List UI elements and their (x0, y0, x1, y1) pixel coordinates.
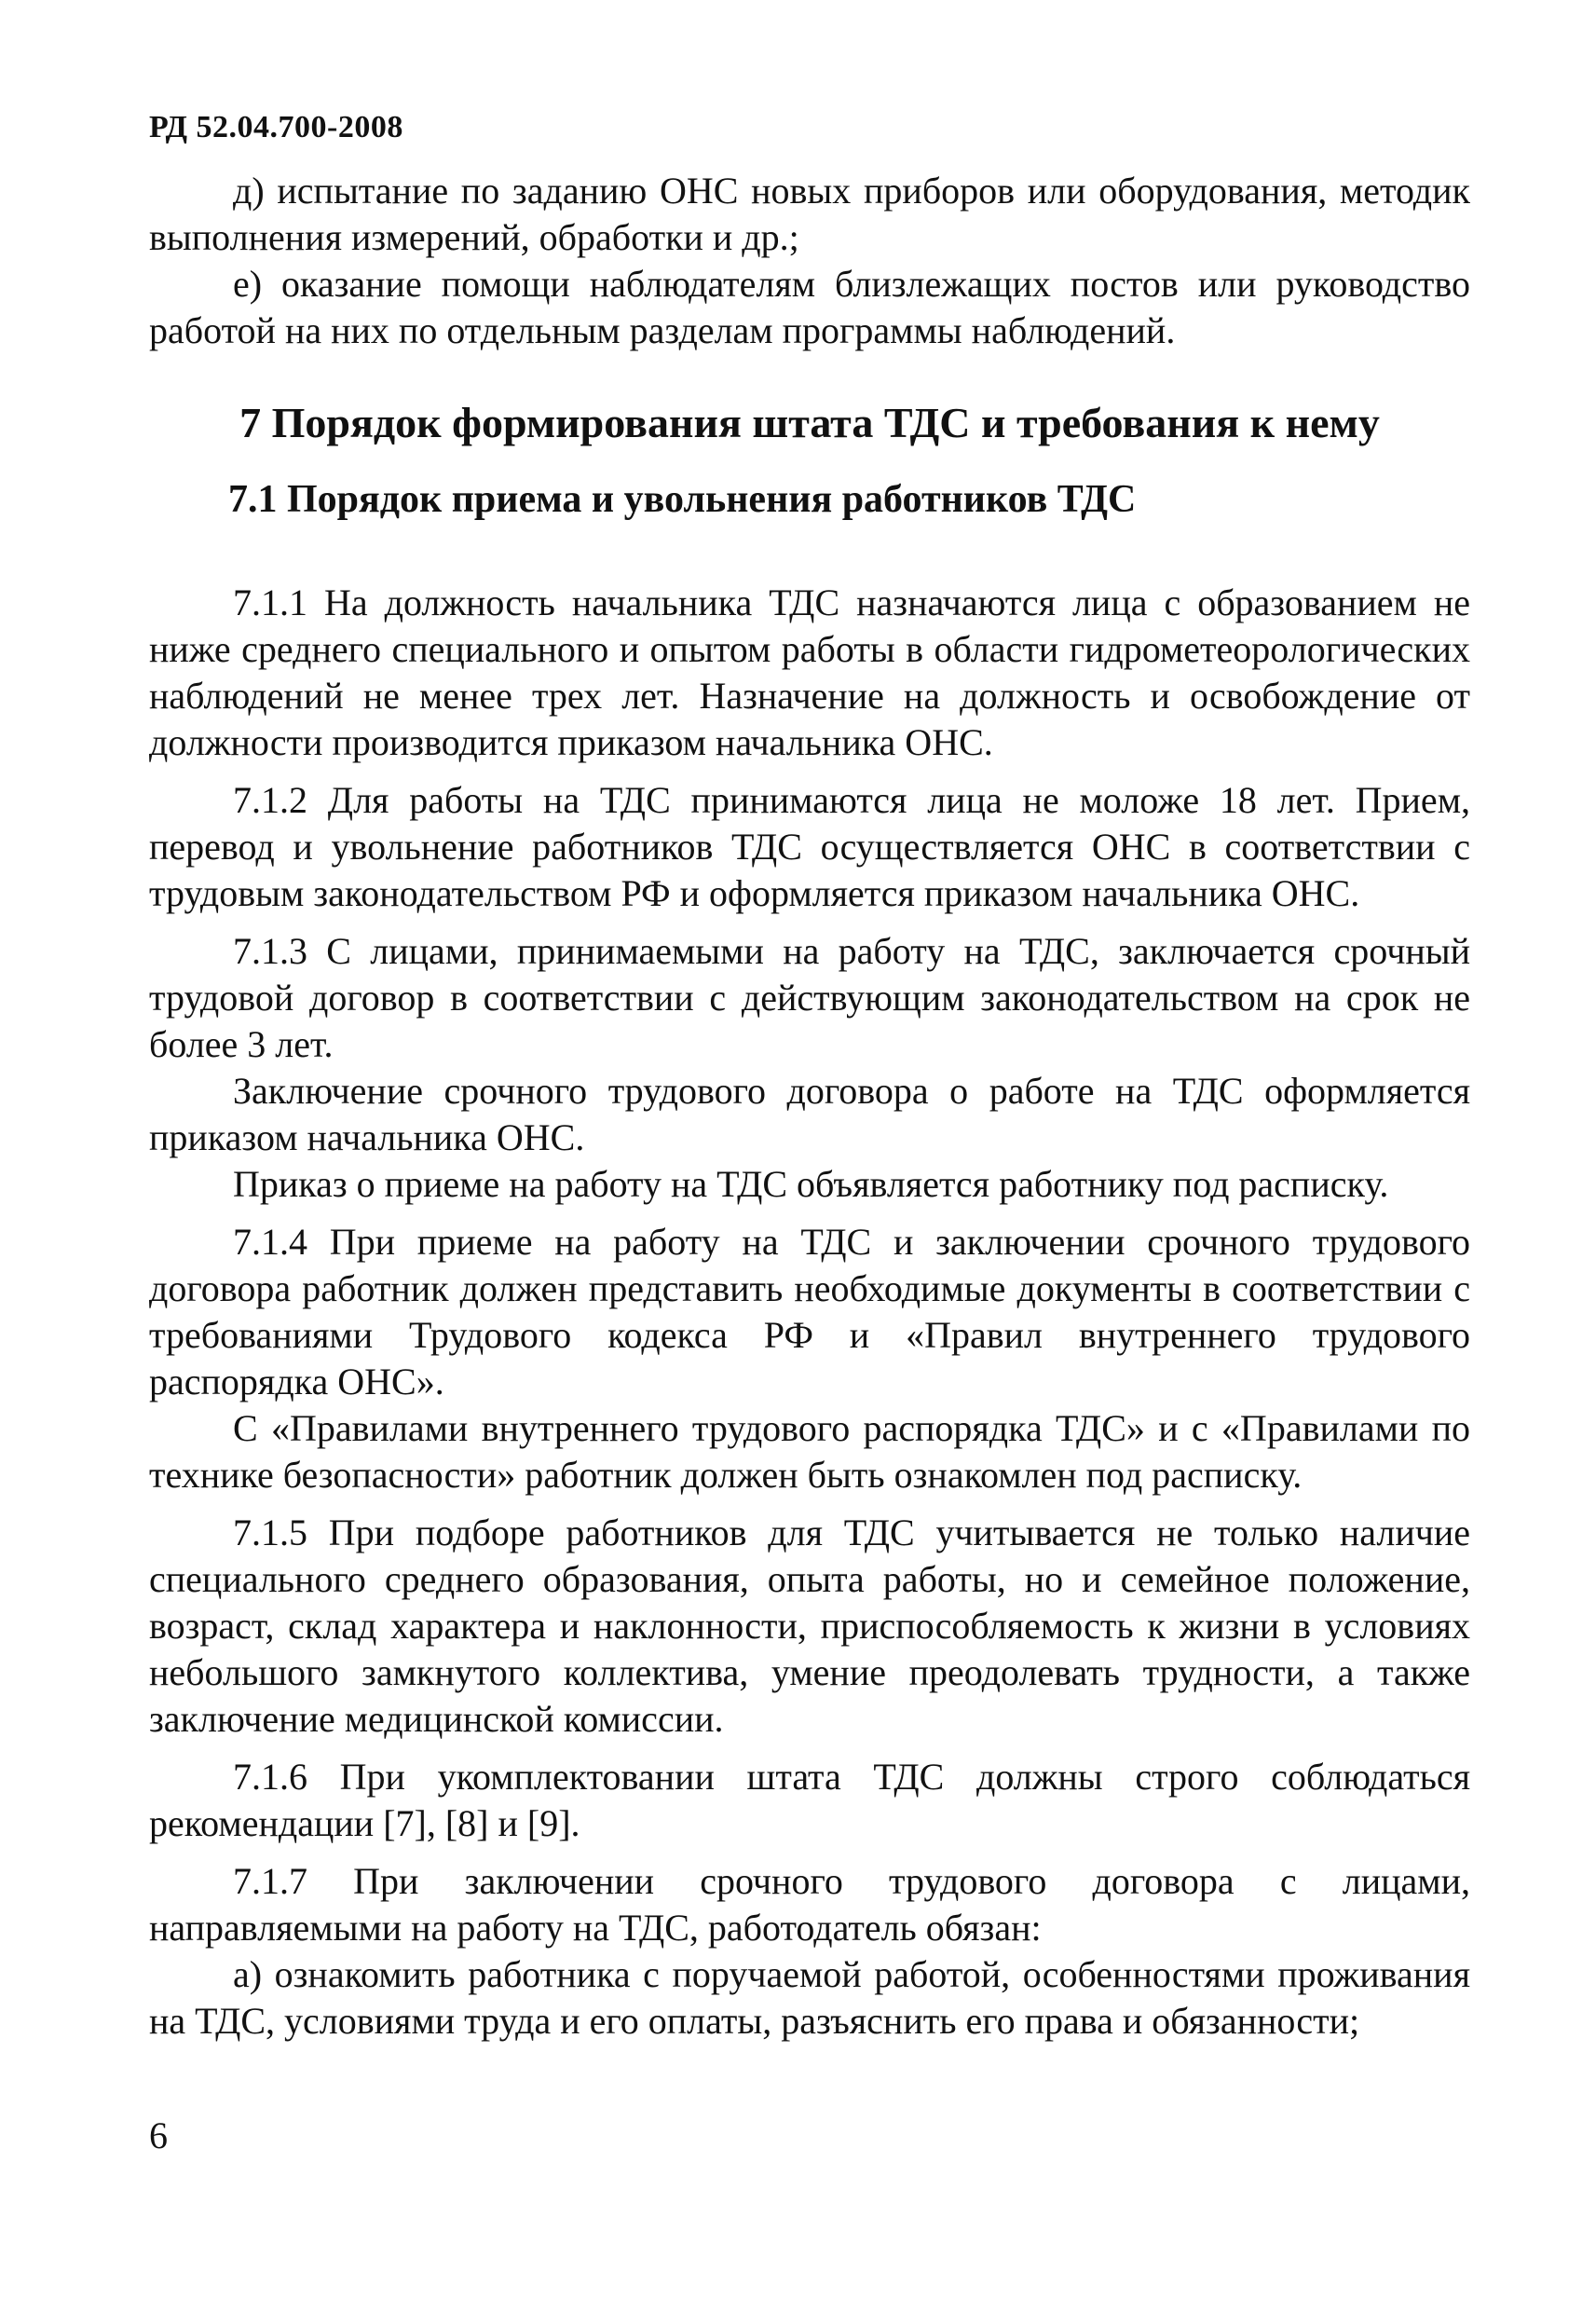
clause-7-1-3-paragraph-2: Заключение срочного трудового договора о работе на ТДС оформляется приказом начальника ОНС. (149, 1070, 1470, 1158)
section-heading: 7 Порядок формирования штата ТДС и требования к нему (239, 399, 1380, 446)
clause-7-1-3-paragraph-3: Приказ о приеме на работу на ТДС объявляется работнику под расписку. (233, 1163, 1389, 1205)
document-code: РД 52.04.700-2008 (149, 110, 403, 144)
clause-7-1-2: 7.1.2 Для работы на ТДС принимаются лица не моложе 18 лет. Прием, перевод и увольнение работников ТДС осуществляется ОНС в соответствии с трудовым законодательством РФ и оформляется приказом начальника ОНС. (149, 779, 1470, 914)
clause-7-1-3: 7.1.3 С лицами, принимаемыми на работу на ТДС, заключается срочный трудовой договор в соответствии с действующим законодательством на срок не более 3 лет. (149, 930, 1470, 1065)
clause-7-1-4-paragraph-2: С «Правилами внутреннего трудового распорядка ТДС» и с «Правилами по технике безопасности» работник должен быть ознакомлен под расписку. (149, 1407, 1470, 1496)
clause-7-1-7-item-a: а) ознакомить работника с поручаемой работой, особенностями проживания на ТДС, условиями труда и его оплаты, разъяснить его права и обязанности; (149, 1953, 1470, 2042)
page-number: 6 (149, 2114, 168, 2156)
subsection-heading: 7.1 Порядок приема и увольнения работников ТДС (228, 478, 1137, 521)
paragraph-item-d: д) испытание по заданию ОНС новых приборов или оборудования, методик выполнения измерений, обработки и др.; (149, 170, 1470, 258)
clause-7-1-1: 7.1.1 На должность начальника ТДС назначаются лица с образованием не ниже среднего специального и опытом работы в области гидрометеорологических наблюдений не менее трех лет. Назначение на должность и освобождение от должности производится приказом начальника ОНС. (149, 581, 1470, 763)
clause-7-1-4: 7.1.4 При приеме на работу на ТДС и заключении срочного трудового договора работник должен представить необходимые документы в соответствии с требованиями Трудового кодекса РФ и «Правил внутреннего трудового распорядка ОНС». (149, 1221, 1470, 1402)
clause-7-1-5: 7.1.5 При подборе работников для ТДС учитывается не только наличие специального среднего образования, опыта работы, но и семейное положение, возраст, склад характера и наклонности, приспособляемость к жизни в условиях небольшого замкнутого коллектива, умение преодолевать трудности, а также заключение медицинской комиссии. (149, 1512, 1470, 1740)
clause-7-1-6: 7.1.6 При укомплектовании штата ТДС должны строго соблюдаться рекомендации [7], [8] и [9]. (149, 1756, 1470, 1844)
page-content (149, 168, 1470, 2045)
clause-7-1-7: 7.1.7 При заключении срочного трудового договора с лицами, направляемыми на работу на ТДС, работодатель обязан: (149, 1860, 1470, 1949)
paragraph-item-e: е) оказание помощи наблюдателям близлежащих постов или руководство работой на них по отдельным разделам программы наблюдений. (149, 263, 1470, 351)
